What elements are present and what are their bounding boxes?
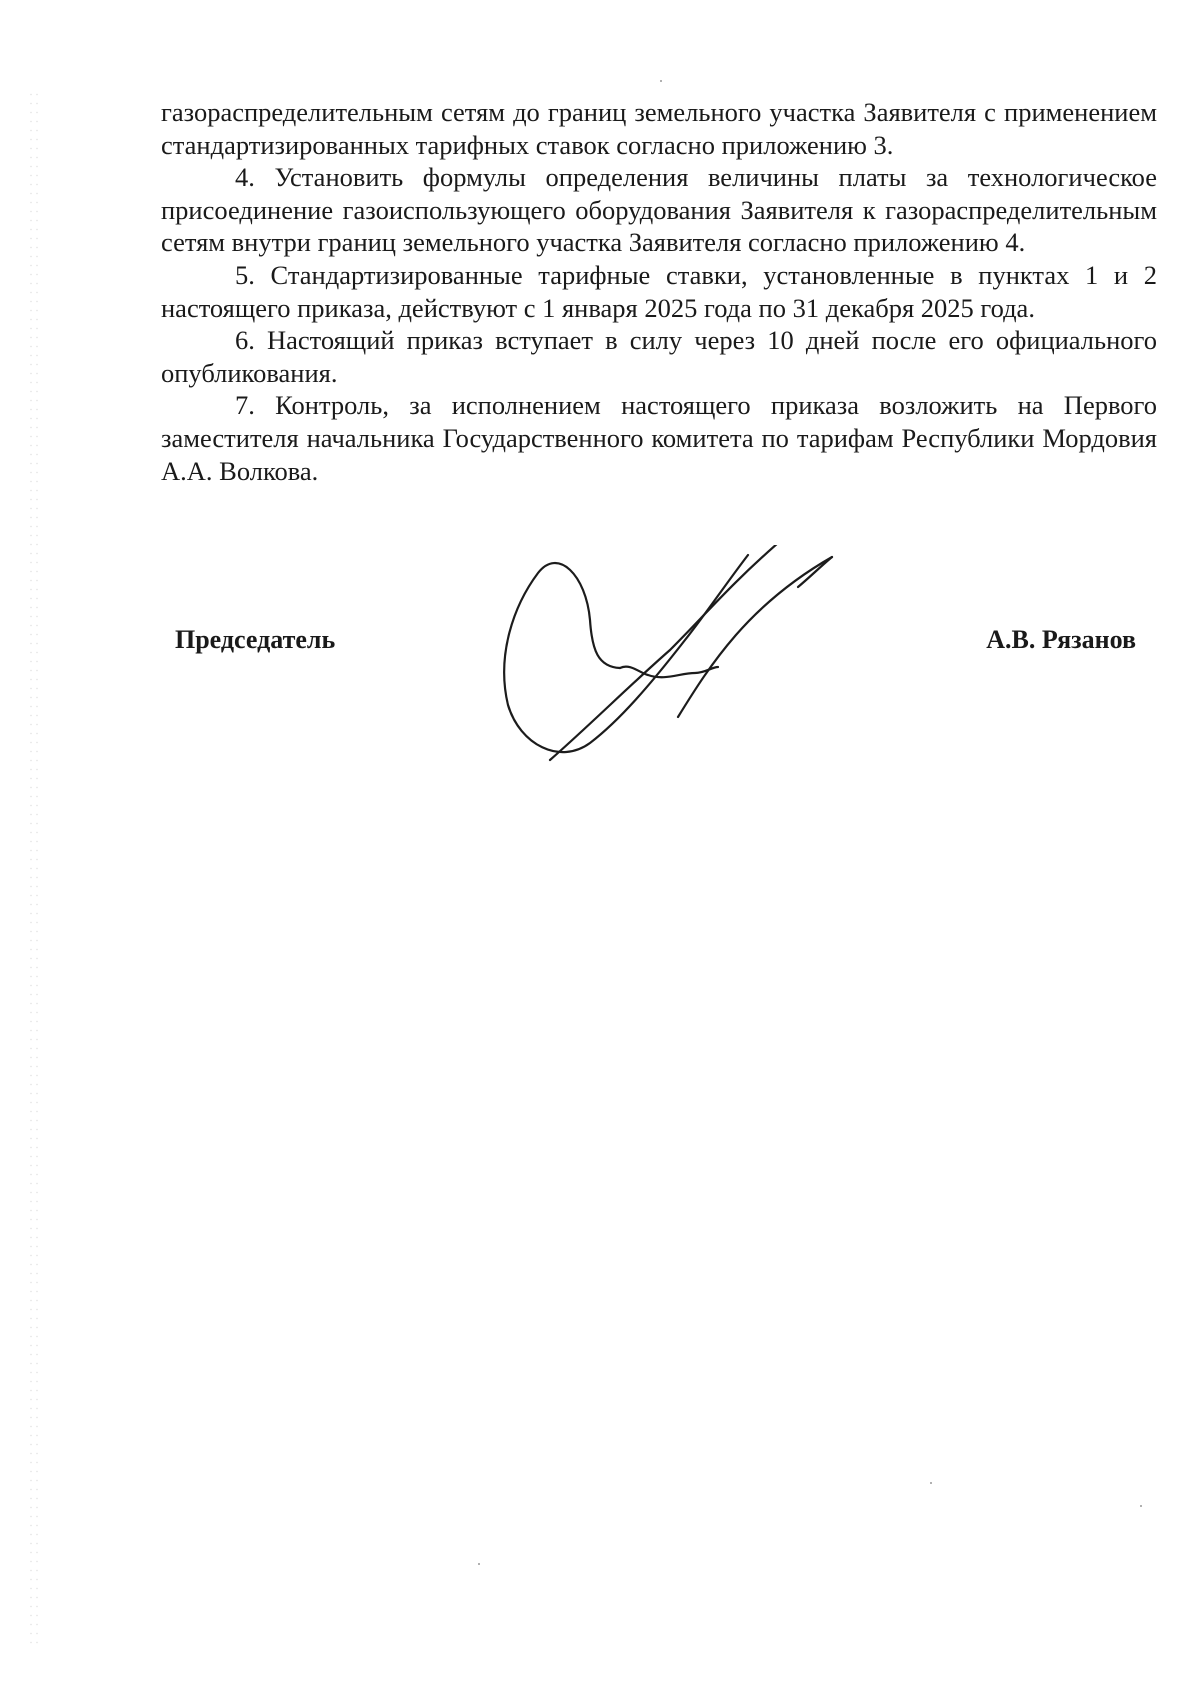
paragraph-item-5: 5. Стандартизированные тарифные ставки, установленные в пунктах 1 и 2 настоящего приказа, действуют с 1 января 2025 года по 31 декабря 2025 года. bbox=[161, 259, 1157, 323]
paragraph-item-4: 4. Установить формулы определения величины платы за технологическое присоединение газоиспользующего оборудования Заявителя к газораспределительным сетям внутри границ земельного участка Заявителя согласно приложению 4. bbox=[161, 162, 1157, 258]
scan-speck bbox=[930, 1482, 932, 1484]
paragraph-item-6: 6. Настоящий приказ вступает в силу через 10 дней после его официального опубликования. bbox=[161, 325, 1157, 388]
document-body bbox=[161, 96, 1157, 487]
scan-speck bbox=[1140, 1505, 1142, 1507]
signatory-title: Председатель bbox=[175, 625, 336, 654]
scan-edge-artifact bbox=[28, 90, 40, 1650]
paragraph-item-7: 7. Контроль, за исполнением настоящего приказа возложить на Первого заместителя начальника Государственного комитета по тарифам Республики Мордовия А.А. Волкова. bbox=[161, 390, 1157, 486]
scan-speck bbox=[660, 80, 662, 82]
scan-speck bbox=[478, 1563, 480, 1565]
signatory-name: А.В. Рязанов bbox=[986, 625, 1136, 654]
paragraph-continuation: газораспределительным сетям до границ земельного участка Заявителя с применением стандартизированных тарифных ставок согласно приложению 3. bbox=[161, 97, 1157, 160]
handwritten-signature bbox=[480, 545, 860, 770]
